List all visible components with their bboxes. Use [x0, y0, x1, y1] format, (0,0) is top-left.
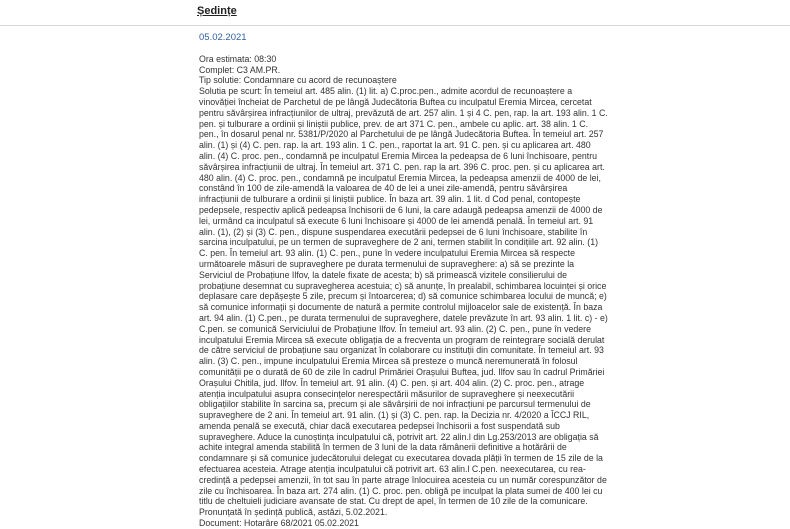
solution-type-label: Tip solutie: — [199, 75, 242, 86]
solution-type-row — [199, 75, 609, 86]
panel-row — [199, 65, 609, 76]
section-title: Ședințe — [197, 5, 237, 17]
estimated-time-row — [199, 54, 609, 65]
document-row — [199, 518, 609, 529]
panel-label: Complet: — [199, 64, 235, 75]
hearing-date: 05.02.2021 — [199, 32, 247, 43]
panel-value: C3 AM.PR. — [236, 64, 281, 75]
estimated-time-label: Ora estimata: — [199, 53, 252, 64]
solution-type-value: Condamnare cu acord de recunoaștere — [243, 75, 397, 86]
document-label: Document: — [199, 518, 242, 529]
document-value: Hotarâre 68/2021 05.02.2021 — [244, 518, 359, 529]
estimated-time-value: 08:30 — [254, 53, 277, 64]
section-header — [0, 0, 790, 26]
solution-summary: Solutia pe scurt: În temeiul art. 485 alin. (1) lit. a) C.proc.pen., admite acordul de recunoaștere a vinovăției încheiat de Parchetul de pe lângă Judecătoria Buftea cu inculpatul Eremia Mircea, cercetat pentru săvârșirea infracțiunilor de ultraj, prevăzută de art. 257 alin. 1 și 4 C. pen, rap. la art. 193 alin. 1 C. pen. și tulburare a ordinii și liniștii publice, prev. de art 371 C. pen., ambele cu aplic. art. 38 alin. 1 C. pen., în dosarul penal nr. 5381/P/2020 al Parchetului de pe lângă Judecătoria Buftea. În temeiul art. 257 alin. (1) și (4) C. pen. rap. la art. 193 alin. 1 C. pen., raportat la art. 91 C. pen. și cu aplicarea art. 480 alin. (4) C. proc. pen., condamnă pe inculpatul Eremia Mircea la pedeapsa de 6 luni închisoare, pentru săvârșirea infracțiunii de ultraj. În temeiul art. 371 C. pen. rap la art. 396 C. proc. pen. și cu aplicarea art. 480 alin. (4) C. proc. pen., condamnă pe inculpatul Eremia Mircea, la pedeapsa amenzii de 4000 de lei, constând în 100 de zile-amendă la valoarea de 40 de lei a unei zile-amendă, pentru săvârșirea infracțiunii de tulburare a ordinii și liniștii publice. În baza art. 39 alin. 1 lit. d Cod penal, contopește pedepsele, respectiv aplică pedeapsa închisorii de 6 luni, la care adaugă pedeapsa amenzii de 4000 de lei, urmând ca inculpatul să execute 6 luni închisoare și 4000 de lei amendă penală. În temeiul art. 91 alin. (1), (2) și (3) C. pen., dispune suspendarea executării pedepsei de 6 luni închisoare, stabilite în sarcina inculpatului, pe un termen de supraveghere de 2 ani, termen stabilit în condițiile art. 92 alin. (1) C. pen. În temeiul art. 93 alin. (1) C. pen., pune în vedere inculpatului Eremia Mircea să respecte următoarele măsuri de supraveghere pe durata termenului de supraveghere: a) să se prezinte la Serviciul de Probațiune Ilfov, la datele fixate de acesta; b) să primească vizitele consilierului de probațiune desemnat cu supravegherea acestuia; c) să anunțe, în prealabil, schimbarea locuinței și orice deplasare care depășește 5 zile, precum și întoarcerea; d) să comunice schimbarea locului de muncă; e) să comunice informații și documente de natură a permite controlul mijloacelor sale de existență. În baza art. 94 alin. (1) C.pen., pe durata termenului de supraveghere, datele prevăzute în art. 93 alin. 1 lit. c) - e) C.pen. se comunică Serviciului de Probațiune Ilfov. În temeiul art. 93 alin. (2) C. pen., pune în vedere inculpatului Eremia Mircea să execute obligația de a frecventa un program de reintegrare socială derulat de către serviciul de probațiune sau organizat în colaborare cu instituții din comunitate. În temeiul art. 93 alin. (3) C. pen., impune inculpatului Eremia Mircea să presteze o muncă neremunerată în folosul comunității pe o durată de 60 de zile în cadrul Primăriei Orașului Buftea, jud. Ilfov sau în cadrul Primăriei Orașului Chitila, jud. Ilfov. În temeiul art. 91 alin. (4) C. pen. și art. 404 alin. (2) C. proc. pen., atrage atenția inculpatului asupra consecințelor nerespectării măsurilor de supraveghere și neexecutării obligațiilor stabilite în sarcina sa, precum și ale săvârșirii de noi infracțiuni pe parcursul termenului de supraveghere de 2 ani. În temeiul art. 91 alin. (1) și (3) C. pen. rap. la Decizia nr. 4/2020 a ÎCCJ RIL, amenda penală se execută, chiar dacă executarea pedepsei închisorii a fost suspendată sub supraveghere. Aduce la cunoștința inculpatului că, potrivit art. 22 alin.l din Lg.253/2013 are obligația să achite integral amenda stabilită în termen de 3 luni de la data rămânerii definitive a hotărârii de condamnare și să comunice judecătorului delegat cu executarea dovada plății în termen de 15 zile de la efectuarea acesteia. Atrage atenția inculpatului că potrivit art. 63 alin.l C.pen. neexecutarea, cu rea-credință a pedepsei amenzii, în tot sau în parte atrage înlocuirea acesteia cu un număr corespunzător de zile cu închisoarea. În baza art. 274 alin. (1) C. proc. pen. obligă pe inculpat la plata sumei de 400 lei cu titlu de cheltuieli judiciare avansate de stat. Cu drept de apel, în termen de 10 zile de la comunicare. Pronunțată în ședință publică, astăzi, 5.02.2021. — [199, 86, 608, 518]
hearing-entry — [199, 31, 609, 529]
